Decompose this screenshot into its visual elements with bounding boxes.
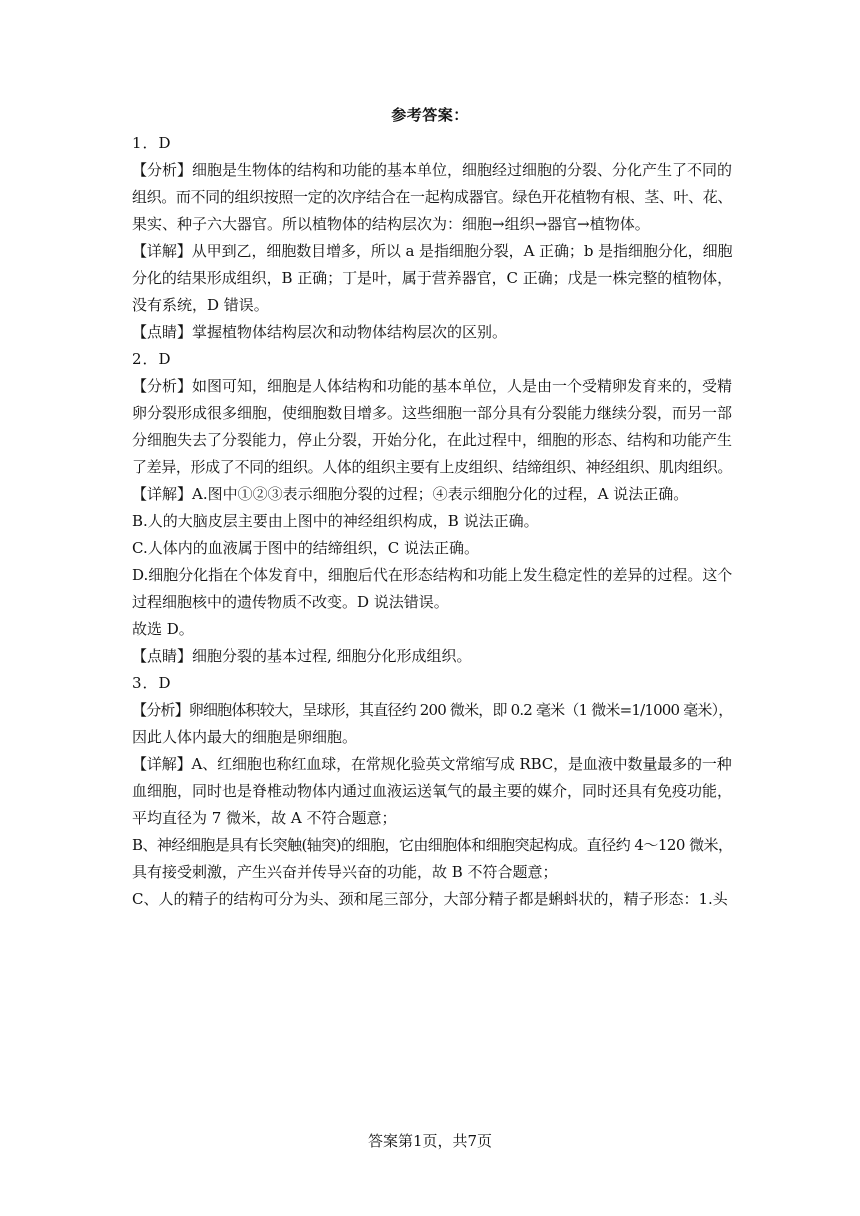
text-line: 【分析】细胞是生物体的结构和功能的基本单位，细胞经过细胞的分裂、分化产生了不同的 [132,161,733,179]
text-line: B、神经细胞是具有长突触(轴突)的细胞，它由细胞体和细胞突起构成。直径约 4～120 微米， [132,836,733,854]
text-line: 了差异，形成了不同的组织。人体的组织主要有上皮组织、结缔组织、神经组织、肌肉组织。 [132,458,733,476]
question-number: 3．D [132,674,172,692]
text-line: C.人体内的血液属于图中的结缔组织，C 说法正确。 [132,539,479,557]
text-line: 【点睛】掌握植物体结构层次和动物体结构层次的区别。 [132,323,508,341]
question-number: 2．D [132,350,172,368]
text-line: 分化的结果形成组织，B 正确；丁是叶，属于营养器官，C 正确；戊是一株完整的植物体， [132,269,733,287]
text-line: 果实、种子六大器官。所以植物体的结构层次为：细胞→组织→器官→植物体。 [132,215,650,233]
text-line: C、人的精子的结构可分为头、颈和尾三部分，大部分精子都是蝌蚪状的，精子形态：1.头 [132,890,728,908]
page-title: 参考答案： [391,106,469,124]
text-line: 故选 D。 [132,620,194,638]
text-line: 【分析】卵细胞体积较大，呈球形，其直径约 200 微米，即 0.2 毫米（1 微米=1/1000 毫米）， [132,701,733,719]
page-footer: 答案第1页，共7页 [367,1132,493,1150]
text-line: 【分析】如图可知，细胞是人体结构和功能的基本单位，人是由一个受精卵发育来的，受精 [132,377,733,395]
text-line: D.细胞分化指在个体发育中，细胞后代在形态结构和功能上发生稳定性的差异的过程。这个 [132,566,733,584]
text-line: 组织。而不同的组织按照一定的次序结合在一起构成器官。绿色开花植物有根、茎、叶、花、 [132,188,733,206]
text-line: 【详解】从甲到乙，细胞数目增多，所以 a 是指细胞分裂，A 正确；b 是指细胞分化，细胞 [132,242,733,260]
text-line: 血细胞，同时也是脊椎动物体内通过血液运送氧气的最主要的媒介，同时还具有免疫功能， [132,782,733,800]
text-line: 平均直径为 7 微米，故 A 不符合题意； [132,809,397,827]
text-line: 没有系统，D 错误。 [132,296,269,314]
text-line: 【详解】A、红细胞也称红血球，在常规化验英文常缩写成 RBC，是血液中数量最多的一种 [132,755,732,773]
text-line: 【详解】A.图中①②③表示细胞分裂的过程；④表示细胞分化的过程，A 说法正确。 [132,485,689,503]
text-line: 【点睛】细胞分裂的基本过程, 细胞分化形成组织。 [132,647,472,665]
answer-content [132,130,732,913]
text-line: 卵分裂形成很多细胞，使细胞数目增多。这些细胞一部分具有分裂能力继续分裂，而另一部 [132,404,733,422]
text-line: 因此人体内最大的细胞是卵细胞。 [132,728,358,746]
text-line: 分细胞失去了分裂能力，停止分裂，开始分化，在此过程中，细胞的形态、结构和功能产生 [132,431,733,449]
question-number: 1．D [132,134,172,152]
text-line: 过程细胞核中的遗传物质不改变。D 说法错误。 [132,593,449,611]
text-line: B.人的大脑皮层主要由上图中的神经组织构成，B 说法正确。 [132,512,539,530]
text-line: 具有接受刺激，产生兴奋并传导兴奋的功能，故 B 不符合题意； [132,863,558,881]
